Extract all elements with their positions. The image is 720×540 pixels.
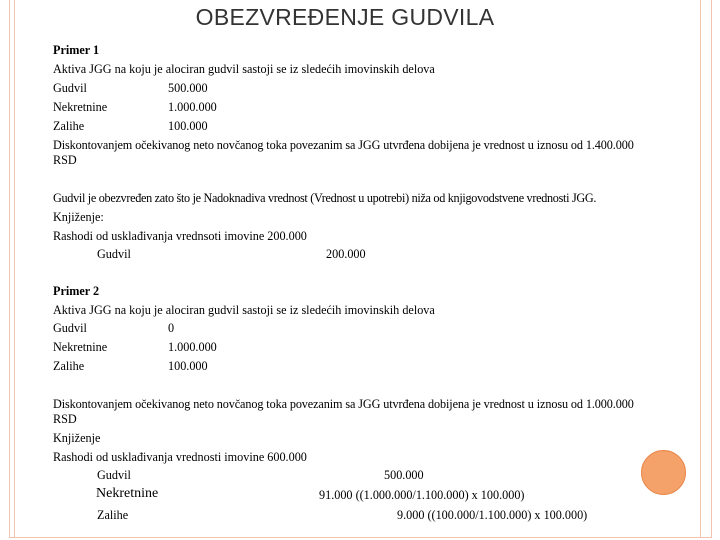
primer2-credit-name: Nekretnine xyxy=(96,486,159,501)
primer1-asset-row xyxy=(53,118,208,134)
decorative-circle xyxy=(641,450,686,495)
primer2-credit-value: 500.000 xyxy=(384,468,424,482)
slide-title: OBEZVREĐENJE GUDVILA xyxy=(195,4,495,30)
asset-name: Gudvil xyxy=(53,81,87,95)
primer1-expense-line: Rashodi od usklađivanja vrednsoti imovine 200.000 xyxy=(53,229,307,243)
primer1-discount-line: Diskontovanjem očekivanog neto novčanog toka povezanim sa JGG utvrđena dobijena je vrednost u iznosu od 1.400.000 xyxy=(53,138,634,152)
asset-name: Nekretnine xyxy=(53,100,108,114)
asset-name: Zalihe xyxy=(53,359,85,373)
asset-name: Nekretnine xyxy=(53,340,108,354)
primer2-credit-value: 91.000 ((1.000.000/1.100.000) x 100.000) xyxy=(319,488,525,502)
primer2-credit-name: Gudvil xyxy=(97,468,131,482)
primer2-intro: Aktiva JGG na koju je alociran gudvil sastoji se iz sledećih imovinskih delova xyxy=(53,303,435,317)
primer1-posting-label: Knjiženje: xyxy=(53,210,104,224)
asset-name: Zalihe xyxy=(53,119,85,133)
primer1-asset-row xyxy=(53,99,217,115)
primer2-discount-currency: RSD xyxy=(53,412,77,426)
primer2-discount-line: Diskontovanjem očekivanog neto novčanog toka povezanim sa JGG utvrđena dobijena je vrednost u iznosu od 1.000.000 xyxy=(53,397,634,411)
asset-value: 1.000.000 xyxy=(168,100,217,114)
asset-value: 100.000 xyxy=(168,359,208,373)
primer2-expense-line: Rashodi od usklađivanja vrednosti imovine 600.000 xyxy=(53,450,307,464)
primer1-reason: Gudvil je obezvređen zato što je Nadoknadiva vrednost (Vrednost u upotrebi) niža od knjigovodstvene vrednosti JGG. xyxy=(53,191,597,205)
asset-value: 500.000 xyxy=(168,81,208,95)
primer2-credit-value: 9.000 ((100.000/1.100.000) x 100.000) xyxy=(397,508,588,522)
primer1-intro: Aktiva JGG na koju je alociran gudvil sastoji se iz sledećih imovinskih delova xyxy=(53,62,435,76)
primer1-credit-value: 200.000 xyxy=(326,247,366,261)
primer2-asset-row xyxy=(53,339,217,355)
primer2-posting-label: Knjiženje xyxy=(53,431,101,445)
primer1-heading: Primer 1 xyxy=(53,43,100,57)
primer2-asset-row xyxy=(53,320,174,336)
primer1-credit-name: Gudvil xyxy=(97,247,131,261)
asset-value: 100.000 xyxy=(168,119,208,133)
primer1-asset-row xyxy=(53,80,208,96)
primer2-credit-name: Zalihe xyxy=(97,508,129,522)
asset-name: Gudvil xyxy=(53,321,87,335)
primer1-discount-currency: RSD xyxy=(53,153,77,167)
primer2-heading: Primer 2 xyxy=(53,284,100,298)
primer2-asset-row xyxy=(53,358,208,374)
asset-value: 1.000.000 xyxy=(168,340,217,354)
asset-value: 0 xyxy=(168,321,175,335)
